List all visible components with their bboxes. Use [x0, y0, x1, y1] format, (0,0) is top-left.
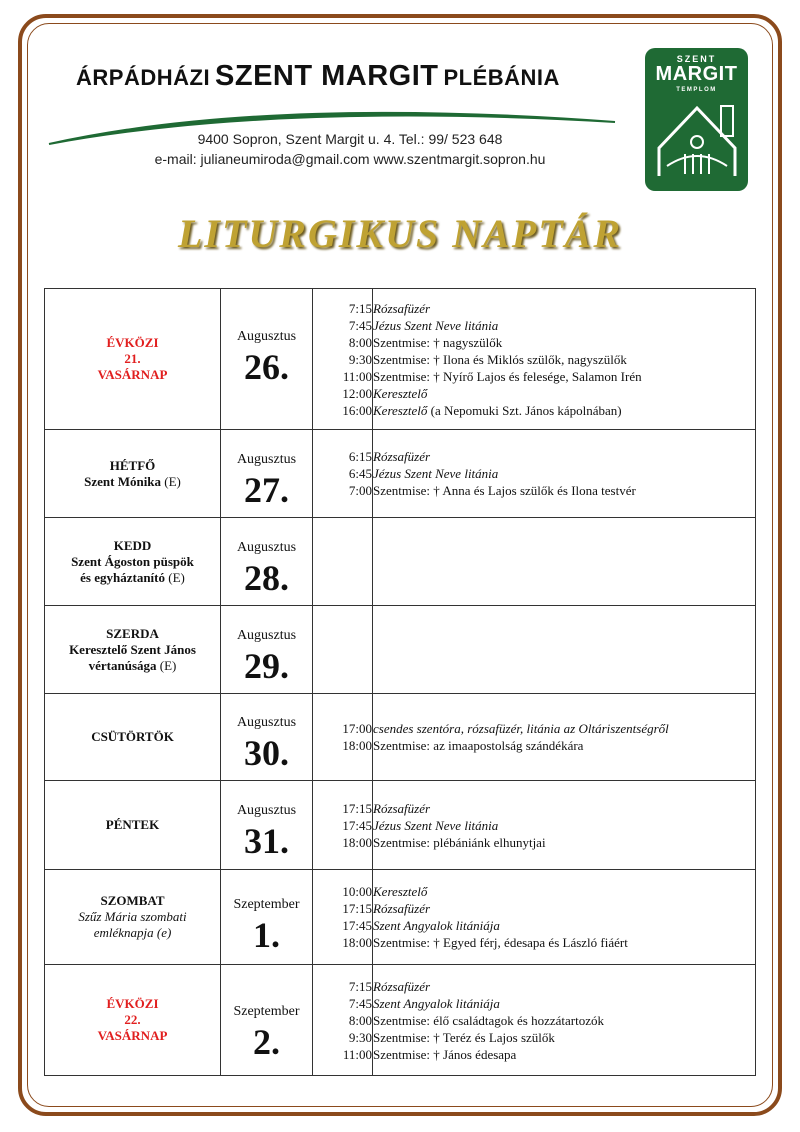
event: Keresztelő — [373, 884, 428, 899]
day-number: 2. — [253, 1022, 280, 1062]
calendar-row-aug-27 — [45, 430, 756, 518]
day-cell — [45, 781, 221, 870]
time: 17:15 — [342, 901, 372, 916]
month-label: Szeptember — [233, 897, 300, 912]
event: Szentmise: † Ilona és Miklós szülők, nagyszülők — [373, 351, 627, 367]
date-cell — [221, 518, 313, 606]
day-label: HÉTFŐ — [109, 457, 156, 473]
day-number: 29. — [244, 645, 289, 686]
logo-line-2: MARGIT — [655, 63, 738, 85]
time: 9:30 — [348, 1029, 372, 1045]
day-label: vértanúsága — [88, 657, 157, 673]
day-label: CSÜTÖRTÖK — [91, 729, 174, 744]
month-label: Szeptember — [233, 1004, 300, 1019]
day-number: 28. — [244, 557, 289, 598]
event: Szentmise: † Egyed férj, édesapa és László fiáért — [373, 935, 628, 950]
day-label: SZERDA — [106, 625, 159, 641]
time: 12:00 — [342, 385, 372, 401]
event: Rózsafüzér — [373, 800, 431, 816]
event: Szentmise: † nagyszülők — [373, 334, 503, 350]
day-cell — [45, 518, 221, 606]
parish-main: SZENT MARGIT — [215, 60, 439, 92]
page-title: LITURGIKUS NAPTÁR — [177, 211, 623, 256]
calendar-row-aug-29 — [45, 606, 756, 694]
month-label: Augusztus — [236, 329, 297, 344]
day-number: 26. — [244, 347, 289, 387]
event: csendes szentóra, rózsafüzér, litánia az Oltáriszentségről — [373, 721, 669, 736]
events-cell — [373, 870, 756, 965]
day-rank: (E) — [159, 657, 177, 673]
day-cell — [45, 965, 221, 1076]
time: 10:00 — [342, 884, 372, 899]
time: 11:00 — [342, 1046, 372, 1062]
day-label: VASÁRNAP — [97, 1028, 168, 1043]
events-cell — [373, 518, 756, 606]
day-number: 27. — [244, 469, 289, 510]
time: 16:00 — [342, 402, 372, 418]
date-cell — [221, 870, 313, 965]
date-cell — [221, 781, 313, 870]
event: Rózsafüzér — [373, 449, 431, 464]
logo-line-3: TEMPLOM — [676, 87, 717, 93]
time: 9:30 — [348, 351, 372, 367]
calendar-row-aug-26 — [45, 289, 756, 430]
day-number: 1. — [253, 915, 280, 955]
date-cell — [221, 289, 313, 430]
day-label: PÉNTEK — [105, 817, 160, 832]
day-number: 30. — [244, 733, 289, 773]
times-cell — [313, 518, 373, 606]
event: Rózsafüzér — [373, 978, 431, 994]
time: 17:00 — [342, 721, 372, 736]
event: Jézus Szent Neve litánia — [373, 817, 499, 833]
times-cell — [313, 694, 373, 781]
time: 18:00 — [342, 738, 372, 753]
day-label: Szent Ágoston püspök — [71, 553, 194, 569]
month-label: Augusztus — [236, 451, 297, 467]
day-label: 21. — [124, 351, 141, 366]
parish-suffix: PLÉBÁNIA — [443, 65, 560, 90]
times-cell — [313, 289, 373, 430]
day-cell — [45, 870, 221, 965]
calendar-row-aug-28 — [45, 518, 756, 606]
time: 7:45 — [348, 317, 372, 333]
time: 8:00 — [348, 334, 372, 350]
parish-address: 9400 Sopron, Szent Margit u. 4. Tel.: 99/ 523 648 — [197, 131, 503, 147]
event: Szentmise: plébániánk elhunytjai — [373, 834, 546, 850]
time: 18:00 — [342, 935, 372, 950]
date-cell — [221, 694, 313, 781]
events-cell — [373, 965, 756, 1076]
day-label: Keresztelő Szent János — [69, 641, 196, 657]
day-cell — [45, 694, 221, 781]
time: 17:45 — [342, 918, 372, 933]
liturgical-calendar-table — [44, 288, 756, 1076]
time: 6:15 — [348, 449, 372, 464]
day-cell — [45, 289, 221, 430]
events-cell — [373, 430, 756, 518]
time: 7:45 — [348, 995, 372, 1011]
day-rank: (E) — [164, 473, 181, 489]
day-label: ÉVKÖZI — [106, 335, 159, 350]
events-cell — [373, 694, 756, 781]
time: 11:00 — [342, 368, 372, 384]
event: Keresztelő — [373, 402, 428, 418]
day-label: ÉVKÖZI — [106, 996, 159, 1011]
day-label: és egyháztanító — [80, 569, 165, 585]
time: 17:15 — [342, 800, 372, 816]
events-cell — [373, 606, 756, 694]
day-cell — [45, 606, 221, 694]
time: 7:15 — [348, 978, 372, 994]
time: 6:45 — [348, 466, 372, 481]
month-label: Augusztus — [236, 627, 297, 643]
day-label: 22. — [124, 1012, 141, 1027]
month-label: Augusztus — [236, 803, 297, 818]
time: 17:45 — [342, 817, 372, 833]
calendar-row-sep-2 — [45, 965, 756, 1076]
event: Szentmise: az imaapostolság szándékára — [373, 738, 584, 753]
date-cell — [221, 430, 313, 518]
parish-prefix: ÁRPÁDHÁZI — [76, 65, 211, 90]
event: Szentmise: † Nyírő Lajos és felesége, Salamon Irén — [373, 368, 642, 384]
event: Jézus Szent Neve litánia — [373, 317, 499, 333]
day-cell — [45, 430, 221, 518]
month-label: Augusztus — [236, 715, 297, 730]
logo-line-1: SZENT — [676, 54, 717, 64]
time: 18:00 — [342, 834, 372, 850]
day-label: KEDD — [113, 537, 152, 553]
date-cell — [221, 606, 313, 694]
event: Szentmise: † Anna és Lajos szülők és Ilona testvér — [373, 483, 636, 498]
day-label: VASÁRNAP — [97, 367, 168, 382]
event: Szentmise: † Teréz és Lajos szülők — [373, 1029, 555, 1045]
time: 7:15 — [348, 300, 372, 316]
event: Jézus Szent Neve litánia — [373, 466, 499, 481]
event: Szentmise: † János édesapa — [373, 1046, 517, 1062]
church-logo — [645, 48, 748, 191]
parish-contact: e-mail: julianeumiroda@gmail.com www.szentmargit.sopron.hu — [154, 151, 546, 167]
day-label: Szent Mónika — [84, 473, 162, 489]
events-cell — [373, 781, 756, 870]
day-label: SZOMBAT — [100, 893, 165, 908]
times-cell — [313, 430, 373, 518]
day-rank: (E) — [168, 569, 185, 585]
event-note: (a Nepomuki Szt. János kápolnában) — [430, 402, 622, 418]
event: Szentmise: élő családtagok és hozzátartozók — [373, 1012, 605, 1028]
events-cell — [373, 289, 756, 430]
calendar-row-aug-31 — [45, 781, 756, 870]
event: Szent Angyalok litániája — [373, 918, 500, 933]
month-label: Augusztus — [236, 539, 297, 555]
event: Rózsafüzér — [373, 901, 431, 916]
day-label: emléknapja (e) — [93, 925, 172, 940]
times-cell — [313, 870, 373, 965]
calendar-row-aug-30 — [45, 694, 756, 781]
date-cell — [221, 965, 313, 1076]
calendar-row-sep-1 — [45, 870, 756, 965]
times-cell — [313, 965, 373, 1076]
time: 8:00 — [348, 1012, 372, 1028]
event: Szent Angyalok litániája — [373, 995, 500, 1011]
church-building-icon — [645, 48, 748, 191]
event: Rózsafüzér — [373, 300, 431, 316]
parish-name — [76, 60, 560, 93]
times-cell — [313, 781, 373, 870]
event: Keresztelő — [373, 385, 428, 401]
times-cell — [313, 606, 373, 694]
day-number: 31. — [244, 821, 289, 861]
time: 7:00 — [348, 483, 372, 498]
day-label: Szűz Mária szombati — [78, 909, 187, 924]
